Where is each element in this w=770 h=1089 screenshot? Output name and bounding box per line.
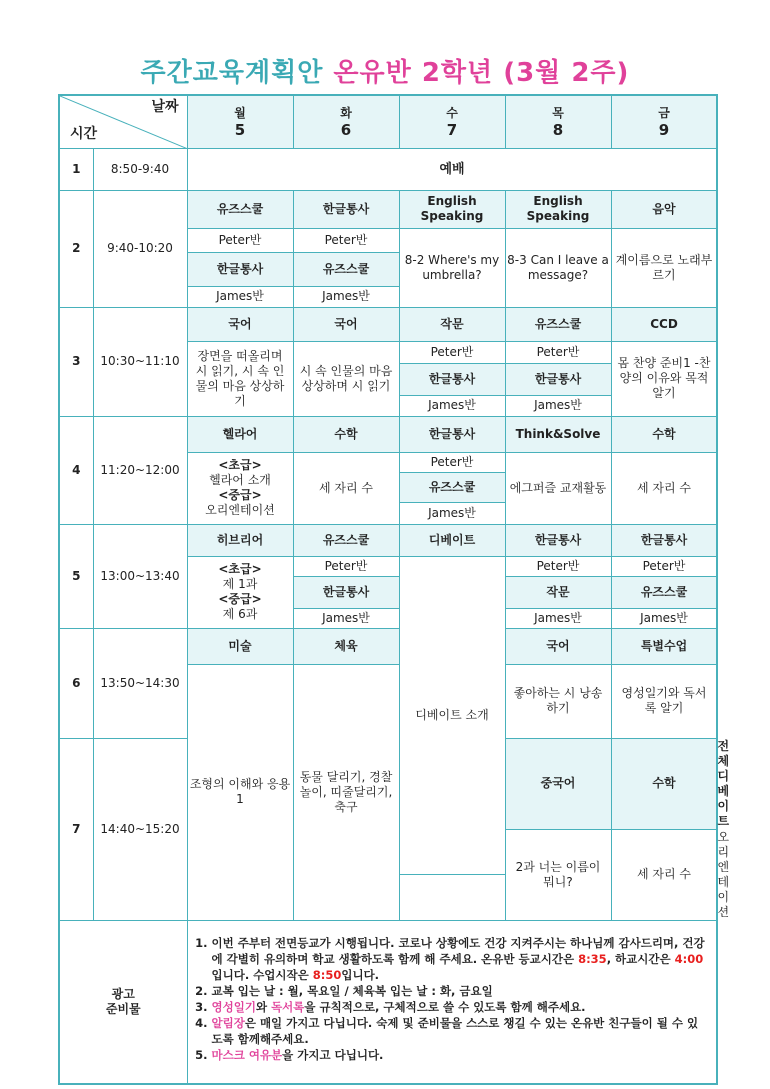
subject-cell: 음악 <box>611 190 717 228</box>
activity-cell: 에그퍼즐 교재활동 <box>505 452 611 524</box>
group-cell: James반 <box>505 608 611 628</box>
notes-label: 광고 준비물 <box>59 920 187 1084</box>
activity-cell: 장면을 떠올리며 시 읽기, 시 속 인물의 마음 상상하기 <box>187 341 293 416</box>
subject-cell: 유즈스쿨 <box>399 472 505 502</box>
day-header-fri: 금 9 <box>611 95 717 148</box>
subject-cell: 유즈스쿨 <box>293 252 399 286</box>
class-name: 온유반 2학년 (3월 2주) <box>333 58 630 88</box>
subject-cell: 유즈스쿨 <box>505 307 611 341</box>
activity-cell: 좋아하는 시 낭송하기 <box>505 664 611 738</box>
group-cell: Peter반 <box>505 341 611 363</box>
note-item: 5. 마스크 여유분을 가지고 다닙니다. <box>212 1047 707 1063</box>
group-cell: James반 <box>611 608 717 628</box>
subject-cell: 한글통사 <box>187 252 293 286</box>
subject-cell: 한글통사 <box>399 416 505 452</box>
subject-cell: 중국어 <box>505 738 611 829</box>
activity-cell: 8-2 Where's my umbrella? <box>399 228 505 307</box>
header-corner <box>59 95 187 148</box>
activity-cell: 세 자리 수 <box>611 452 717 524</box>
activity-cell: 몸 찬양 준비1 -찬양의 이유와 목적 알기 <box>611 341 717 416</box>
activity-cell: 8-3 Can I leave a message? <box>505 228 611 307</box>
group-cell: James반 <box>187 286 293 307</box>
group-cell: Peter반 <box>611 556 717 576</box>
subject-cell: 한글통사 <box>293 576 399 608</box>
group-cell: James반 <box>399 502 505 524</box>
notes-content <box>187 920 717 1084</box>
group-cell: James반 <box>293 286 399 307</box>
period-time: 10:30~11:10 <box>93 307 187 416</box>
period-time: 14:40~15:20 <box>93 738 187 920</box>
period-time: 9:40-10:20 <box>93 190 187 307</box>
subject-cell: 한글통사 <box>293 190 399 228</box>
activity-cell: 2과 너는 이름이 뭐니? <box>505 829 611 920</box>
date-label: 날짜 <box>151 99 179 115</box>
group-cell: Peter반 <box>293 556 399 576</box>
activity-cell: 시 속 인물의 마음 상상하며 시 읽기 <box>293 341 399 416</box>
activity-cell: 세 자리 수 <box>611 829 717 920</box>
day-header-thu: 목 8 <box>505 95 611 148</box>
subject-cell: 한글통사 <box>505 524 611 556</box>
page-title: 주간교육계획안 온유반 2학년 (3월 2주) <box>140 58 630 88</box>
note-item: 2. 교복 입는 날 : 월, 목요일 / 체육복 입는 날 : 화, 금요일 <box>212 983 707 999</box>
subject-cell: 헬라어 <box>187 416 293 452</box>
period-time: 8:50-9:40 <box>93 148 187 190</box>
note-item: 1. 이번 주부터 전면등교가 시행됩니다. 코로나 상황에도 건강 지켜주시는 하나님께 감사드리며, 건강에 각별히 유의하며 학교 생활하도록 함께 해 주세요. 온유반 등교시간은 8:35, 하교시간은 4:00입니다. 수업시작은 8:50입니다. <box>212 935 707 983</box>
group-cell: James반 <box>293 608 399 628</box>
activity-cell: 동물 달리기, 경찰놀이, 띠줄달리기, 축구 <box>293 664 399 920</box>
subject-cell: 수학 <box>611 416 717 452</box>
period-number: 3 <box>59 307 93 416</box>
group-cell: James반 <box>399 395 505 416</box>
period-number: 1 <box>59 148 93 190</box>
activity-cell: 조형의 이해와 응용1 <box>187 664 293 920</box>
subject-cell: 한글통사 <box>399 363 505 395</box>
weekly-plan-table: 날짜 시간 월 5 화 6 수 7 목 8 금 9 1 8:50-9:40 예배 2 9:40-10:20 유즈스쿨 한글통사 English Speaking English Speaking 음악 Peter반 Peter반 8-2 Where's my umbrella? 8-3 Can I leave a message? 계이름으로 노래부르기 한글통사 유즈스쿨 James반 James반 3 10:30~11:10 국어 국어 작문 유즈스쿨 CCD 장면을 떠올리며 시 읽기, 시 속 인물의 마음 상상하기 시 속 인물의 마음 상상하며 시 읽기 Peter반 Peter반 몸 찬양 준비1 -찬양의 이유와 목적 알기 한글통사 한글통사 James반 James반 4 11:20~12:00 헬라어 수학 한글통사 Think&Solve 수학 <초급> 헬라어 소개 <중급> 오리엔테이션 세 자리 수 Peter반 에그퍼즐 교재활동 세 자리 수 유즈스쿨 James반 5 13:00~13:40 히브리어 유즈스쿨 디베이트 한글통사 한글통사 <초급> 제 1과 <중급> 제 6과 Peter반 디베이트 소개 Peter반 Peter반 한글통사 작문 유즈스쿨 James반 James반 James반 6 13:50~14:30 미술 체육 국어 특별수업 조형의 이해와 응용1 동물 달리기, 경찰놀이, 띠줄달리기, 축구 좋아하는 시 낭송하기 영성일기와 독서록 알기 7 14:40~15:20 중국어 수학 전체디베이트 2과 너는 이름이 뭐니? 세 자리 수 오리엔테이션 광고 준비물 1. 이번 주부터 전면등교가 시행됩니다. 코로나 상황에도 건강 지켜주시는 하나님께 감사드리며, 건강에 각별히 유의하며 학교 생활하도록 함께 해 주세요. 온유반 등교시간은 8:35, 하교시간은 4:00입니다. 수업시작은 8:50입니다. 2. 교복 입는 날 : 월, 목요일 / 체육복 입는 날 : 화, 금요일 3. 영성일기와 독서록을 규칙적으로, 구체적으로 쓸 수 있도록 함께 해주세요. 4. 알림장은 매일 가지고 다닙니다. 숙제 및 준비물을 스스로 챙길 수 있는 온유반 친구들이 될 수 있도록 함께해주세요. 5. 마스크 여유분을 가지고 다닙니다. <box>58 94 718 1085</box>
activity-cell: 계이름으로 노래부르기 <box>611 228 717 307</box>
period-number: 6 <box>59 628 93 738</box>
subject-cell: 특별수업 <box>611 628 717 664</box>
subject-cell: 수학 <box>293 416 399 452</box>
activity-cell: <초급> 제 1과 <중급> 제 6과 <box>187 556 293 628</box>
activity-cell <box>399 875 505 921</box>
subject-cell: English Speaking <box>399 190 505 228</box>
subject-cell: 디베이트 <box>399 524 505 556</box>
group-cell: Peter반 <box>187 228 293 252</box>
subject-cell: English Speaking <box>505 190 611 228</box>
group-cell: Peter반 <box>505 556 611 576</box>
day-header-wed: 수 7 <box>399 95 505 148</box>
group-cell: James반 <box>505 395 611 416</box>
time-label: 시간 <box>70 125 98 142</box>
day-header-tue: 화 6 <box>293 95 399 148</box>
period-number: 4 <box>59 416 93 524</box>
activity-cell: 세 자리 수 <box>293 452 399 524</box>
subject-cell: 한글통사 <box>505 363 611 395</box>
subject-cell: 국어 <box>187 307 293 341</box>
subject-cell: 미술 <box>187 628 293 664</box>
subject-cell: 유즈스쿨 <box>611 576 717 608</box>
activity-cell: 영성일기와 독서록 알기 <box>611 664 717 738</box>
activity-cell: 디베이트 소개 <box>399 556 505 875</box>
subject-cell: 수학 <box>611 738 717 829</box>
subject-cell: 작문 <box>399 307 505 341</box>
period-number: 2 <box>59 190 93 307</box>
group-cell: Peter반 <box>293 228 399 252</box>
day-header-mon: 월 5 <box>187 95 293 148</box>
group-cell: Peter반 <box>399 341 505 363</box>
period-time: 13:00~13:40 <box>93 524 187 628</box>
activity-cell: <초급> 헬라어 소개 <중급> 오리엔테이션 <box>187 452 293 524</box>
subject-cell: 히브리어 <box>187 524 293 556</box>
subject-cell: 국어 <box>505 628 611 664</box>
period-number: 7 <box>59 738 93 920</box>
subject-cell: CCD <box>611 307 717 341</box>
period-number: 5 <box>59 524 93 628</box>
chapel-cell: 예배 <box>187 148 717 190</box>
subject-cell: 작문 <box>505 576 611 608</box>
subject-cell: 국어 <box>293 307 399 341</box>
period-time: 13:50~14:30 <box>93 628 187 738</box>
subject-cell: 체육 <box>293 628 399 664</box>
period-time: 11:20~12:00 <box>93 416 187 524</box>
subject-cell: 한글통사 <box>611 524 717 556</box>
subject-cell: 유즈스쿨 <box>187 190 293 228</box>
note-item: 3. 영성일기와 독서록을 규칙적으로, 구체적으로 쓸 수 있도록 함께 해주세요. <box>212 999 707 1015</box>
group-cell: Peter반 <box>399 452 505 472</box>
subject-cell: 유즈스쿨 <box>293 524 399 556</box>
subject-cell: Think&Solve <box>505 416 611 452</box>
note-item: 4. 알림장은 매일 가지고 다닙니다. 숙제 및 준비물을 스스로 챙길 수 있는 온유반 친구들이 될 수 있도록 함께해주세요. <box>212 1015 707 1047</box>
